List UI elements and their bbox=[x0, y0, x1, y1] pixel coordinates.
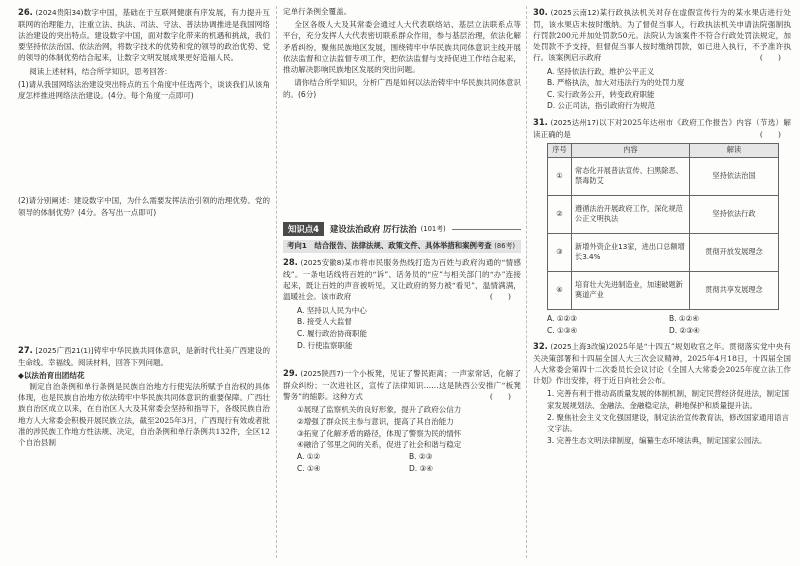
exam-direction-count: (86考) bbox=[494, 242, 516, 251]
question-number: 32. bbox=[533, 340, 548, 351]
question-source: (2025达州17) bbox=[550, 118, 599, 128]
question-number: 30. bbox=[533, 7, 548, 17]
row-explanation: 贯彻共享发展理念 bbox=[690, 271, 779, 309]
row-explanation: 贯彻开放发展理念 bbox=[690, 233, 779, 271]
option-b[interactable]: B. 严格执法，加大对违法行为的处罚力度 bbox=[547, 78, 685, 88]
question-31 bbox=[533, 116, 791, 140]
list-item: 2. 聚焦社会主义文化强国建设，制定法治宣传教育法，修改国家通用语言文字法。 bbox=[547, 412, 790, 434]
question-text: 某行政执法机关对存在虚假宣传行为的某水果店进行处罚，该水果店未按时缴纳。为了督促当事人，行政执法机关申请法院强制执行罚款200元并加处罚款50元。法院认为该案件不符合行政处罚法规定，加处罚款不予支持，但督促当事人按时缴纳罚款，如已进入执行，不予准许执行。该案例启示政府 bbox=[533, 8, 791, 63]
question-29 bbox=[283, 367, 521, 402]
statement-item: ①展现了监察机关的良好形象，提升了政府公信力 bbox=[297, 405, 462, 415]
option-a[interactable]: A. ①②③ bbox=[547, 313, 577, 323]
question-number: 28. bbox=[283, 257, 298, 268]
sub-question-2: (2)请分别阐述：建设数字中国，为什么需要发挥法治引领的治理优势、党的领导的体制优势？(4分。各写出一点即可) bbox=[18, 196, 270, 217]
column-middle bbox=[283, 6, 521, 475]
column-divider-2 bbox=[526, 6, 527, 558]
table-row bbox=[548, 195, 779, 233]
knowledge-point-count: (101考) bbox=[420, 225, 446, 234]
sub-question-1: (1)请从我国网络法治建设突出特点的五个角度中任选两个，谈谈我们从该角度怎样推进网络法治建设。(4分。每个角度一点即可) bbox=[18, 79, 270, 101]
row-content: 新增外资企业13家，进出口总额增长3.4% bbox=[572, 233, 690, 271]
question-source: (2025安徽8) bbox=[300, 258, 345, 268]
row-number: ② bbox=[548, 195, 572, 233]
question-number: 26. bbox=[18, 7, 33, 17]
option-a[interactable]: A. ①② bbox=[297, 451, 321, 461]
options-row bbox=[533, 313, 791, 325]
exam-direction-bar bbox=[283, 240, 521, 253]
statement-item: ③拓宽了化解矛盾的路径，体现了警察为民的情怀 bbox=[297, 428, 462, 438]
question-28 bbox=[283, 256, 521, 302]
question-source: (2025陕西7) bbox=[300, 369, 344, 379]
answer-blank[interactable]: ( ) bbox=[489, 292, 511, 302]
material-paragraph: 制定自治条例和单行条例是民族自治地方行使宪法所赋予自治权的具体体现，也是民族自治地方依法铸牢中华民族共同体意识的重要保障。广西壮族自治区成立以来，在自治区人大及其常委会坚持和指导下，各级民族自治地方人大常委会积极开展民族立法，截至2025年3月，广西现行有效或者批准的涉民族工作地方性法规、决定，自治条例和单行条例共132件，全区12个自治县制 bbox=[18, 381, 270, 448]
question-text: 铸牢中华民族共同体意识，是新时代壮美广西建设的生命线、幸福线。阅读材料，回答下列问题。 bbox=[18, 345, 271, 367]
list-item: 3. 完善生态文明法律制度，编纂生态环境法典，制定国家公园法。 bbox=[547, 435, 767, 445]
option-d[interactable]: D. 行使监察职能 bbox=[297, 340, 353, 350]
question-source: (2024贵阳34) bbox=[35, 8, 84, 17]
material-continuation: 定单行条例全覆盖。 bbox=[283, 7, 352, 16]
option-b[interactable]: B. 接受人大监督 bbox=[297, 317, 352, 327]
question-number: 31. bbox=[533, 117, 548, 128]
row-content: 常态化开展普法宣传、扫黑除恶、禁毒防艾 bbox=[572, 157, 690, 195]
row-content: 遵循法治开展政府工作，深化规范公正文明执法 bbox=[572, 195, 690, 233]
row-explanation: 坚持依法行政 bbox=[690, 195, 779, 233]
question-text: 一个小板凳，见证了警民距离；一声家常话，化解了群众纠纷；一次进社区，宣传了法律知识……这是陕西公安推广“板凳警务”的缩影。这种方式 bbox=[283, 369, 522, 402]
option-c[interactable]: C. 实行政务公开，转变政府职能 bbox=[547, 89, 655, 99]
column-header: 内容 bbox=[572, 143, 690, 157]
table-header-row bbox=[548, 143, 779, 157]
question-27 bbox=[18, 344, 270, 368]
row-number: ④ bbox=[548, 271, 572, 309]
question-number: 27. bbox=[18, 344, 33, 355]
report-table bbox=[547, 143, 779, 310]
table-row bbox=[548, 233, 779, 271]
answer-blank[interactable]: ( ) bbox=[489, 392, 511, 402]
question-prompt: 阅读上述材料，结合所学知识，思考回答： bbox=[29, 66, 172, 76]
header-rule bbox=[452, 229, 521, 230]
option-c[interactable]: C. ①④ bbox=[297, 463, 321, 473]
options-row bbox=[283, 451, 521, 463]
question-source: [2025广西21(1)] bbox=[35, 345, 94, 355]
question-task: 请你结合所学知识，分析广西是如何以法治铸牢中华民族共同体意识的。(6分) bbox=[283, 78, 521, 99]
question-source: (2025上海3改编) bbox=[550, 341, 609, 351]
question-30 bbox=[533, 6, 791, 64]
question-text: 某市将市民服务热线打造为百姓与政府沟通的“情感线”。一条电话线将百姓的“诉”、话务员的“应”与相关部门的“办”连接起来，既让百姓的声音被听见，又让政府的努力被“看见”，温情满满，温暖社会。该市政府 bbox=[283, 258, 521, 302]
answer-space[interactable] bbox=[18, 220, 270, 344]
option-d[interactable]: D. ②③④ bbox=[669, 325, 700, 335]
option-c[interactable]: C. ①③④ bbox=[547, 325, 578, 335]
question-text: 数字中国，基础在于互联网健康有序发展，有力提升互联网的治理能力，注重立法、执法、司法、守法、普法协调推进是我国网络法治建设的突出特点。建设数字中国，面对数字化带来的机遇和挑战，我们要坚持依法治国、依法治网，将数字技术的优势和党的领导的政治优势、党的领导的体制优势结合起来，让数字文明发展成果更好造福人民。 bbox=[18, 8, 271, 63]
options-row bbox=[283, 463, 521, 475]
row-number: ③ bbox=[548, 233, 572, 271]
table-row bbox=[548, 157, 779, 195]
column-left bbox=[18, 6, 270, 450]
column-header: 解读 bbox=[690, 143, 779, 157]
option-a[interactable]: A. 坚持以人民为中心 bbox=[297, 305, 367, 315]
material-heading: ◆以法治育出团结花 bbox=[18, 370, 85, 380]
answer-blank[interactable]: ( ) bbox=[759, 53, 781, 63]
option-a[interactable]: A. 坚持依法行政，维护公平正义 bbox=[547, 66, 655, 76]
knowledge-point-tag: 知识点4 bbox=[283, 222, 324, 236]
option-d[interactable]: D. 公正司法，指引政府行为规范 bbox=[547, 101, 656, 111]
table-row bbox=[548, 271, 779, 309]
options-row bbox=[533, 325, 791, 337]
question-number: 29. bbox=[283, 368, 298, 379]
question-source: (2025云南12) bbox=[550, 8, 600, 17]
material-paragraph: 全区各级人大及其常委会通过人大代表联络站、基层立法联系点等平台，充分发挥人大代表密切联系群众作用，参与基层治理，依法化解矛盾纠纷，聚焦民族地区发展，围绕铸牢中华民族共同体意识主线开展依法监督和立法监督专项工作，把依法监督与支持促进工作结合起来，推动解决影响民族地区发展的突出问题。 bbox=[283, 20, 521, 75]
option-b[interactable]: B. ①②④ bbox=[669, 313, 700, 323]
row-content: 培育壮大先进制造业，加速破题新赛道产业 bbox=[572, 271, 690, 309]
option-b[interactable]: B. ②③ bbox=[409, 451, 433, 461]
statement-item: ④融洽了邻里之间的关系，促进了社会和谐与稳定 bbox=[297, 440, 462, 450]
column-right bbox=[533, 6, 791, 446]
statement-item: ②增强了群众民主参与意识，提高了其自治能力 bbox=[297, 416, 454, 426]
answer-space[interactable] bbox=[283, 102, 521, 214]
answer-space[interactable] bbox=[18, 103, 270, 195]
list-item: 1. 完善有利于推动高质量发展的体制机制，制定民营经济促进法，制定国家发展规划法、金融法、金融稳定法，耕地保护和质量提升法。 bbox=[547, 389, 790, 410]
option-c[interactable]: C. 履行政治协商职能 bbox=[297, 328, 368, 338]
row-explanation: 坚持依法治国 bbox=[690, 157, 779, 195]
answer-blank[interactable]: ( ) bbox=[759, 129, 781, 139]
option-d[interactable]: D. ③④ bbox=[409, 463, 433, 473]
knowledge-point-title: 建设法治政府 厉行法治 bbox=[329, 223, 417, 234]
question-32 bbox=[533, 340, 791, 386]
question-26 bbox=[18, 6, 270, 64]
question-text: 2025年是“十四五”规划收官之年。贯彻落实党中央有关决策部署和十四届全国人大三次会议精神，2025年4月18日，十四届全国人大常委会第四十二次委员长会议讨论《全国人大常委会2025年度立法工作计划》作出安排，将于近日向社会公布。 bbox=[533, 341, 791, 386]
row-number: ① bbox=[548, 157, 572, 195]
knowledge-point-header bbox=[283, 222, 521, 236]
exam-direction-label: 考向1 结合报告、法律法规、政策文件、具体举措和案例考查 bbox=[287, 241, 492, 251]
column-divider-1 bbox=[276, 6, 277, 558]
question-text: 以下对2025年达州市《政府工作报告》内容（节选）解读正确的是 bbox=[533, 118, 792, 139]
column-header: 序号 bbox=[548, 143, 572, 157]
